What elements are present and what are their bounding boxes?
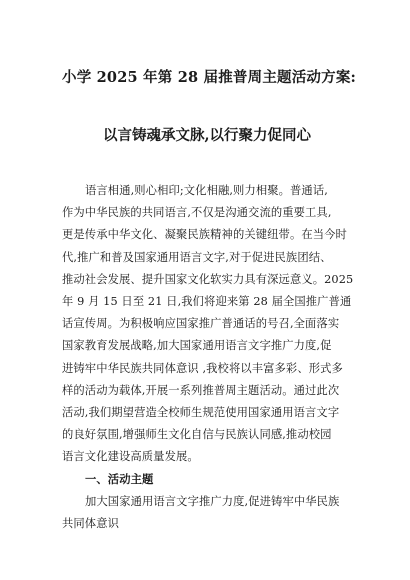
paragraph-activity-theme <box>62 491 364 535</box>
document-body <box>62 180 364 535</box>
text-line: 共同体意识 <box>62 516 119 530</box>
text-line: 推动社会发展、提升国家文化软实力具有深远意义。2025 <box>62 272 354 286</box>
section-heading-activity-theme: 一、活动主题 <box>85 472 154 487</box>
text-line: 进铸牢中华民族共同体意识 ,我校将以丰富多彩、形式多 <box>62 361 343 375</box>
text-line: 加大国家通用语言文字推广力度,促进铸牢中华民族 <box>85 494 340 508</box>
text-line: 年 9 月 15 日至 21 日,我们将迎来第 28 届全国推广普通 <box>62 294 352 308</box>
text-line: 语言文化建设高质量发展。 <box>62 450 199 464</box>
document-title: 小学 2025 年第 28 届推普周主题活动方案: <box>62 69 357 86</box>
text-line: 作为中华民族的共同语言,不仅是沟通交流的重要工具, <box>62 206 332 220</box>
paragraph-intro <box>62 180 364 468</box>
text-line: 活动,我们期望营造全校师生规范使用国家通用语言文字 <box>62 405 340 419</box>
text-line: 样的活动为载体,开展一系列推普周主题活动。通过此次 <box>62 383 340 397</box>
document-subtitle: 以言铸魂承文脉,以行聚力促同心 <box>102 127 312 144</box>
text-line: 话宣传周。为积极响应国家推广普通话的号召,全面落实 <box>62 317 340 331</box>
text-line: 的良好氛围,增强师生文化自信与民族认同感,推动校园 <box>62 428 332 442</box>
text-line: 国家教育发展战略,加大国家通用语言文字推广力度,促 <box>62 339 332 353</box>
text-line: 更是传承中华文化、凝聚民族精神的关键纽带。在当今时 <box>62 228 347 242</box>
text-line: 代,推广和普及国家通用语言文字,对于促进民族团结、 <box>62 250 332 264</box>
text-line: 语言相通,则心相印;文化相融,则力相聚。普通话, <box>85 184 328 197</box>
